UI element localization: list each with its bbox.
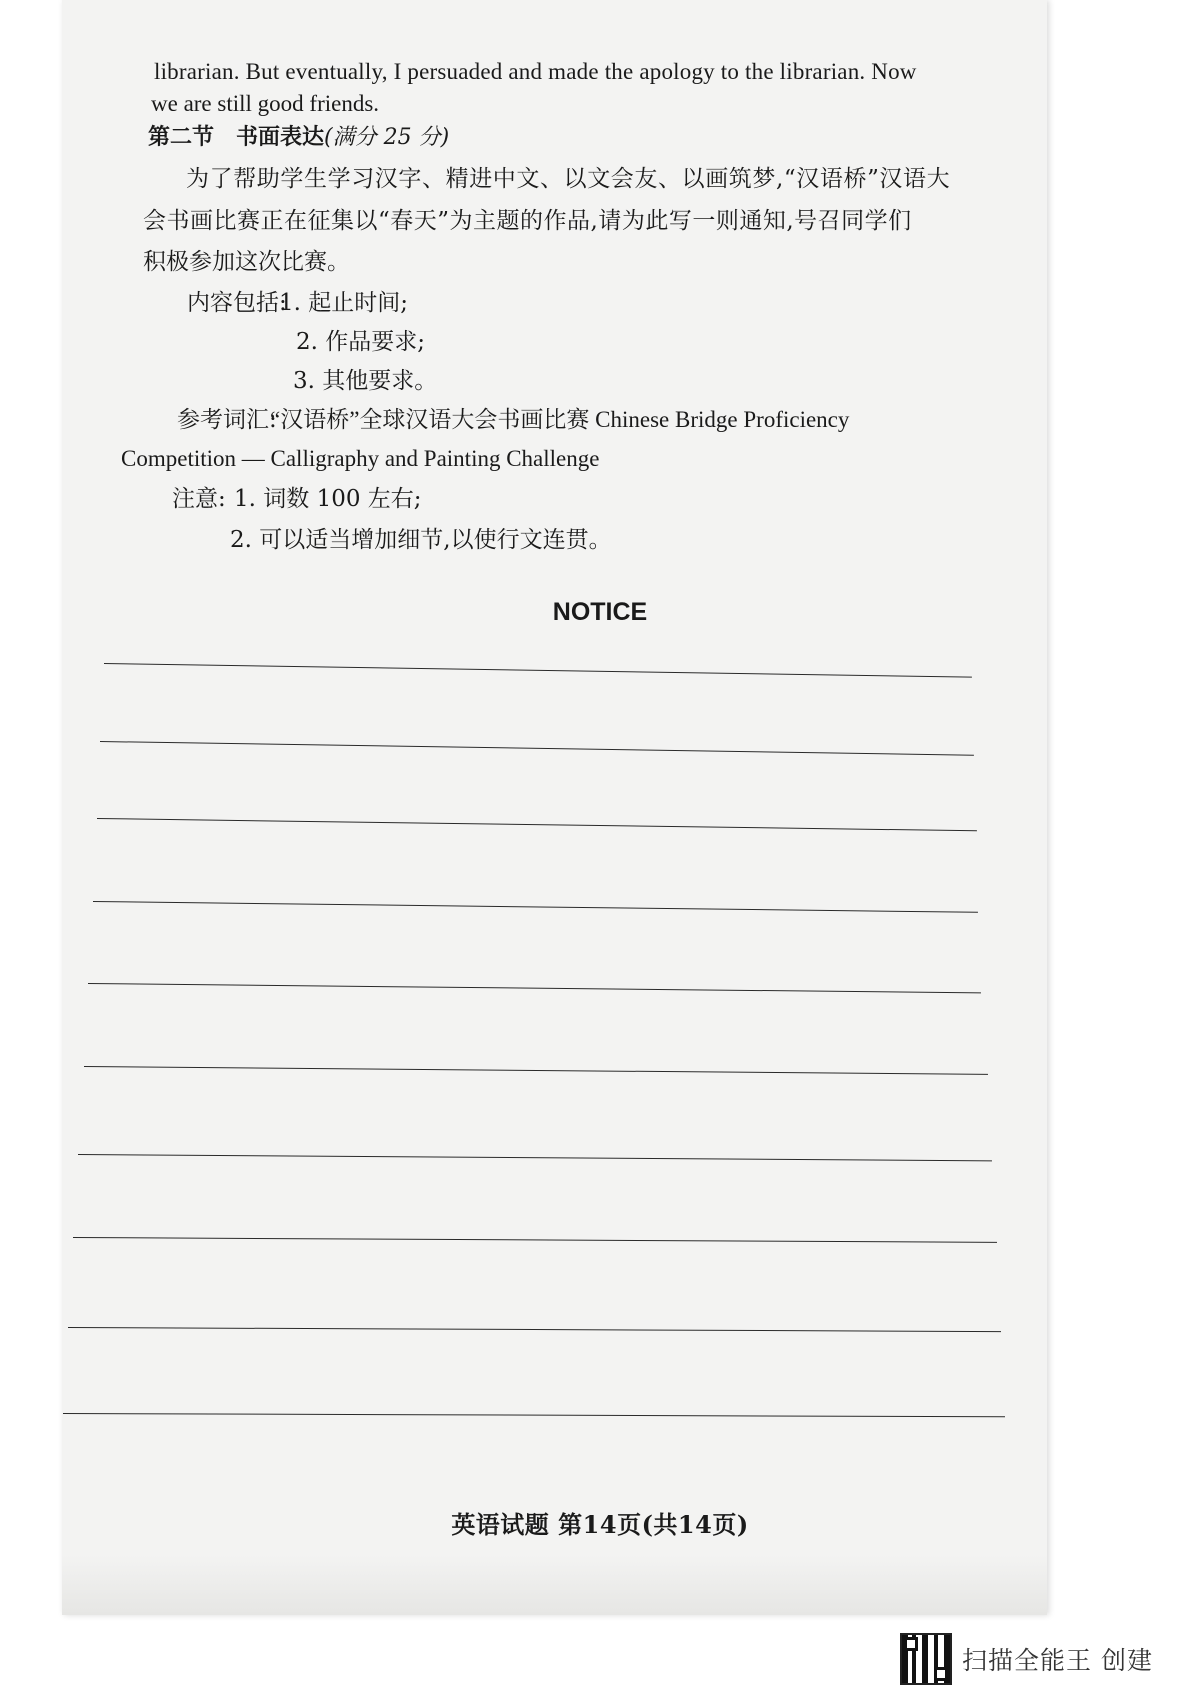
vocab-label: 参考词汇:: [177, 407, 277, 433]
prev-text-line-1: librarian. But eventually, I persuaded and made the apology to the librarian. Now: [154, 59, 917, 84]
section-heading: [148, 122, 449, 153]
prompt-line-2: 会书画比赛正在征集以“春天”为主题的作品,请为此写一则通知,号召同学们: [143, 208, 912, 234]
prompt-line-3: 积极参加这次比赛。: [143, 249, 350, 275]
notes-item-1: 1. 词数 100 左右;: [234, 486, 422, 512]
content-label: 内容包括:: [187, 290, 287, 316]
page-footer: 英语试题 第14页(共14页): [451, 1510, 749, 1539]
vocab-line-1: “汉语桥”全球汉语大会书画比赛 Chinese Bridge Proficiency: [270, 407, 850, 432]
prompt-line-1: 为了帮助学生学习汉字、精进中文、以文会友、以画筑梦,“汉语桥”汉语大: [186, 166, 951, 192]
content-item-1: 1. 起止时间;: [279, 290, 409, 316]
section-score: (满分 25 分): [324, 125, 450, 150]
content-item-3: 3. 其他要求。: [293, 368, 438, 394]
section-title: 第二节 书面表达: [148, 124, 325, 150]
watermark-text: 扫描全能王 创建: [962, 1646, 1153, 1675]
notes-item-2: 2. 可以适当增加细节,以使行文连贯。: [230, 527, 612, 553]
exam-page: [62, 0, 1047, 1615]
notice-title: NOTICE: [552, 598, 648, 626]
scanner-watermark: [900, 1633, 1153, 1685]
vocab-line-2: Competition — Calligraphy and Painting Challenge: [121, 446, 600, 471]
qr-code-icon: [900, 1633, 952, 1685]
notes-label: 注意:: [172, 486, 226, 512]
prev-text-line-2: we are still good friends.: [151, 91, 380, 116]
content-item-2: 2. 作品要求;: [296, 329, 426, 355]
